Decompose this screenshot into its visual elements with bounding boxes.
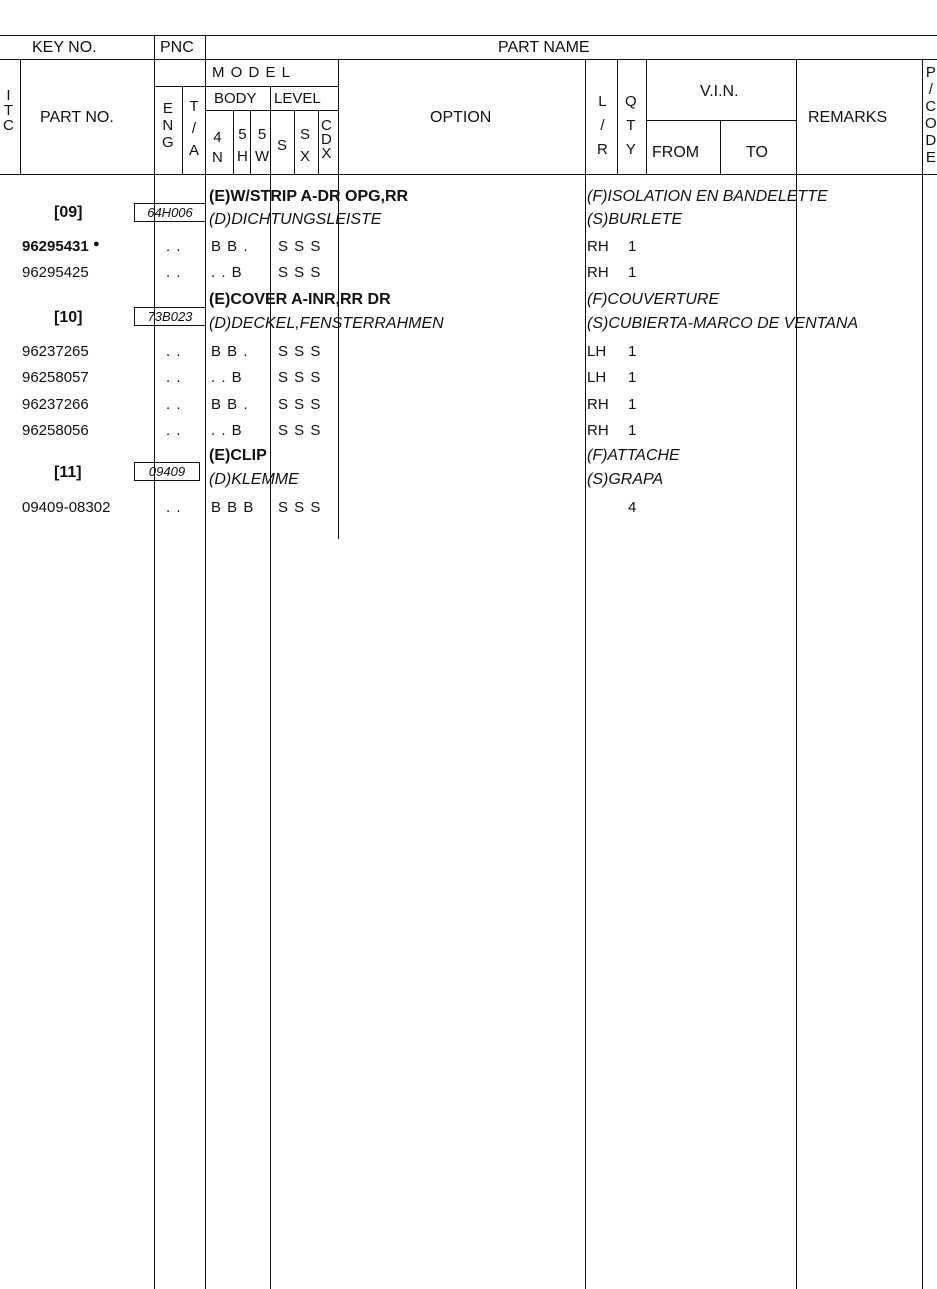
eng-ta-codes: . . bbox=[166, 343, 182, 360]
option-header: OPTION bbox=[430, 109, 492, 126]
part-no-header: PART NO. bbox=[40, 109, 114, 126]
lr-side: RH bbox=[587, 264, 609, 281]
lr-divider bbox=[585, 59, 586, 1289]
vin-left-divider bbox=[646, 59, 647, 175]
level-codes: S S S bbox=[278, 396, 322, 413]
quantity: 1 bbox=[628, 264, 637, 281]
part-number: 09409-08302 bbox=[22, 499, 111, 516]
vin-header: V.I.N. bbox=[700, 83, 739, 100]
eng-ta-codes: . . bbox=[166, 499, 182, 516]
level-codes: S S S bbox=[278, 369, 322, 386]
level-col-cdx: C D X bbox=[321, 117, 332, 162]
itc-divider bbox=[20, 59, 21, 175]
header-top-rule bbox=[0, 35, 937, 36]
quantity: 1 bbox=[628, 396, 637, 413]
remarks-header: REMARKS bbox=[808, 109, 888, 126]
body-col-5h: 5 H bbox=[237, 126, 248, 165]
vin-from-header: FROM bbox=[652, 144, 700, 161]
lr-side: LH bbox=[587, 369, 607, 386]
level-col-divider-1 bbox=[294, 110, 295, 175]
part-name-spanish: (S)GRAPA bbox=[587, 471, 664, 488]
bullet-mark-icon: ● bbox=[93, 238, 100, 250]
part-name-german: (D)KLEMME bbox=[209, 471, 299, 488]
qty-header: Q T Y bbox=[625, 93, 637, 158]
level-col-sx: S X bbox=[300, 126, 311, 165]
body-level-divider bbox=[270, 86, 271, 1289]
from-to-divider bbox=[720, 120, 721, 175]
key-number: [11] bbox=[54, 464, 82, 481]
eng-ta-codes: . . bbox=[166, 422, 182, 439]
level-codes: S S S bbox=[278, 422, 322, 439]
body-codes: B B . bbox=[211, 343, 249, 360]
part-name-french: (F)ATTACHE bbox=[587, 447, 680, 464]
body-codes: B B B bbox=[211, 499, 255, 516]
body-col-divider-2 bbox=[250, 110, 251, 175]
part-number: 96258057 bbox=[22, 369, 89, 386]
level-codes: S S S bbox=[278, 499, 322, 516]
part-number: 96258056 bbox=[22, 422, 89, 439]
lr-side: RH bbox=[587, 238, 609, 255]
level-codes: S S S bbox=[278, 264, 322, 281]
quantity: 1 bbox=[628, 238, 637, 255]
eng-ta-divider bbox=[182, 86, 183, 175]
eng-ta-codes: . . bbox=[166, 238, 182, 255]
key-no-header: KEY NO. bbox=[32, 39, 97, 56]
pnc-code: 09409 bbox=[134, 462, 200, 481]
quantity: 1 bbox=[628, 369, 637, 386]
pnc-code: 73B023 bbox=[134, 307, 206, 326]
partno-divider bbox=[154, 35, 155, 1289]
eng-ta-codes: . . bbox=[166, 396, 182, 413]
model-header: M O D E L bbox=[212, 64, 292, 81]
part-name-spanish: (S)BURLETE bbox=[587, 211, 683, 228]
pnc-header: PNC bbox=[160, 39, 194, 56]
pnc-code: 64H006 bbox=[134, 203, 206, 222]
ta-header: T / A bbox=[189, 98, 200, 159]
remarks-divider bbox=[796, 59, 797, 1289]
part-name-german: (D)DICHTUNGSLEISTE bbox=[209, 211, 382, 228]
body-codes: B B . bbox=[211, 396, 249, 413]
lr-side: LH bbox=[587, 343, 607, 360]
eng-header: E N G bbox=[162, 100, 174, 151]
lr-side: RH bbox=[587, 422, 609, 439]
body-codes: B B . bbox=[211, 238, 249, 255]
part-name-english: (E)W/STRIP A-DR OPG,RR bbox=[209, 188, 409, 205]
level-codes: S S S bbox=[278, 343, 322, 360]
level-header: LEVEL bbox=[274, 90, 321, 107]
eng-ta-codes: . . bbox=[166, 369, 182, 386]
body-col-4n: 4 N bbox=[212, 129, 223, 166]
body-col-5w: 5 W bbox=[255, 126, 270, 165]
quantity: 1 bbox=[628, 343, 637, 360]
vin-rule bbox=[646, 120, 797, 121]
part-number: 96237265 bbox=[22, 343, 89, 360]
qty-divider bbox=[617, 59, 618, 175]
quantity: 1 bbox=[628, 422, 637, 439]
itc-header: I T C bbox=[3, 87, 14, 134]
part-name-header: PART NAME bbox=[498, 39, 590, 56]
pcode-divider bbox=[922, 59, 923, 1289]
part-name-german: (D)DECKEL,FENSTERRAHMEN bbox=[209, 315, 444, 332]
body-header: BODY bbox=[214, 90, 257, 107]
part-number: 96295431 bbox=[22, 238, 89, 255]
level-col-s: S bbox=[277, 137, 288, 154]
quantity: 4 bbox=[628, 499, 637, 516]
pcode-header: P / C O D E bbox=[925, 64, 937, 166]
level-col-divider-2 bbox=[318, 110, 319, 175]
part-name-spanish: (S)CUBIERTA-MARCO DE VENTANA bbox=[587, 315, 859, 332]
body-codes: . . B bbox=[211, 264, 243, 281]
part-number: 96295425 bbox=[22, 264, 89, 281]
vin-to-header: TO bbox=[746, 144, 768, 161]
key-number: [10] bbox=[54, 309, 83, 326]
part-name-english: (E)COVER A-INR,RR DR bbox=[209, 291, 391, 308]
eng-ta-codes: . . bbox=[166, 264, 182, 281]
part-number: 96237266 bbox=[22, 396, 89, 413]
lr-side: RH bbox=[587, 396, 609, 413]
key-number: [09] bbox=[54, 204, 83, 221]
part-name-french: (F)ISOLATION EN BANDELETTE bbox=[587, 188, 828, 205]
lr-header: L / R bbox=[597, 93, 608, 158]
part-name-english: (E)CLIP bbox=[209, 447, 267, 464]
level-codes: S S S bbox=[278, 238, 322, 255]
pnc-divider bbox=[205, 35, 206, 1289]
body-codes: . . B bbox=[211, 369, 243, 386]
body-codes: . . B bbox=[211, 422, 243, 439]
part-name-french: (F)COUVERTURE bbox=[587, 291, 720, 308]
body-col-divider-1 bbox=[233, 110, 234, 175]
